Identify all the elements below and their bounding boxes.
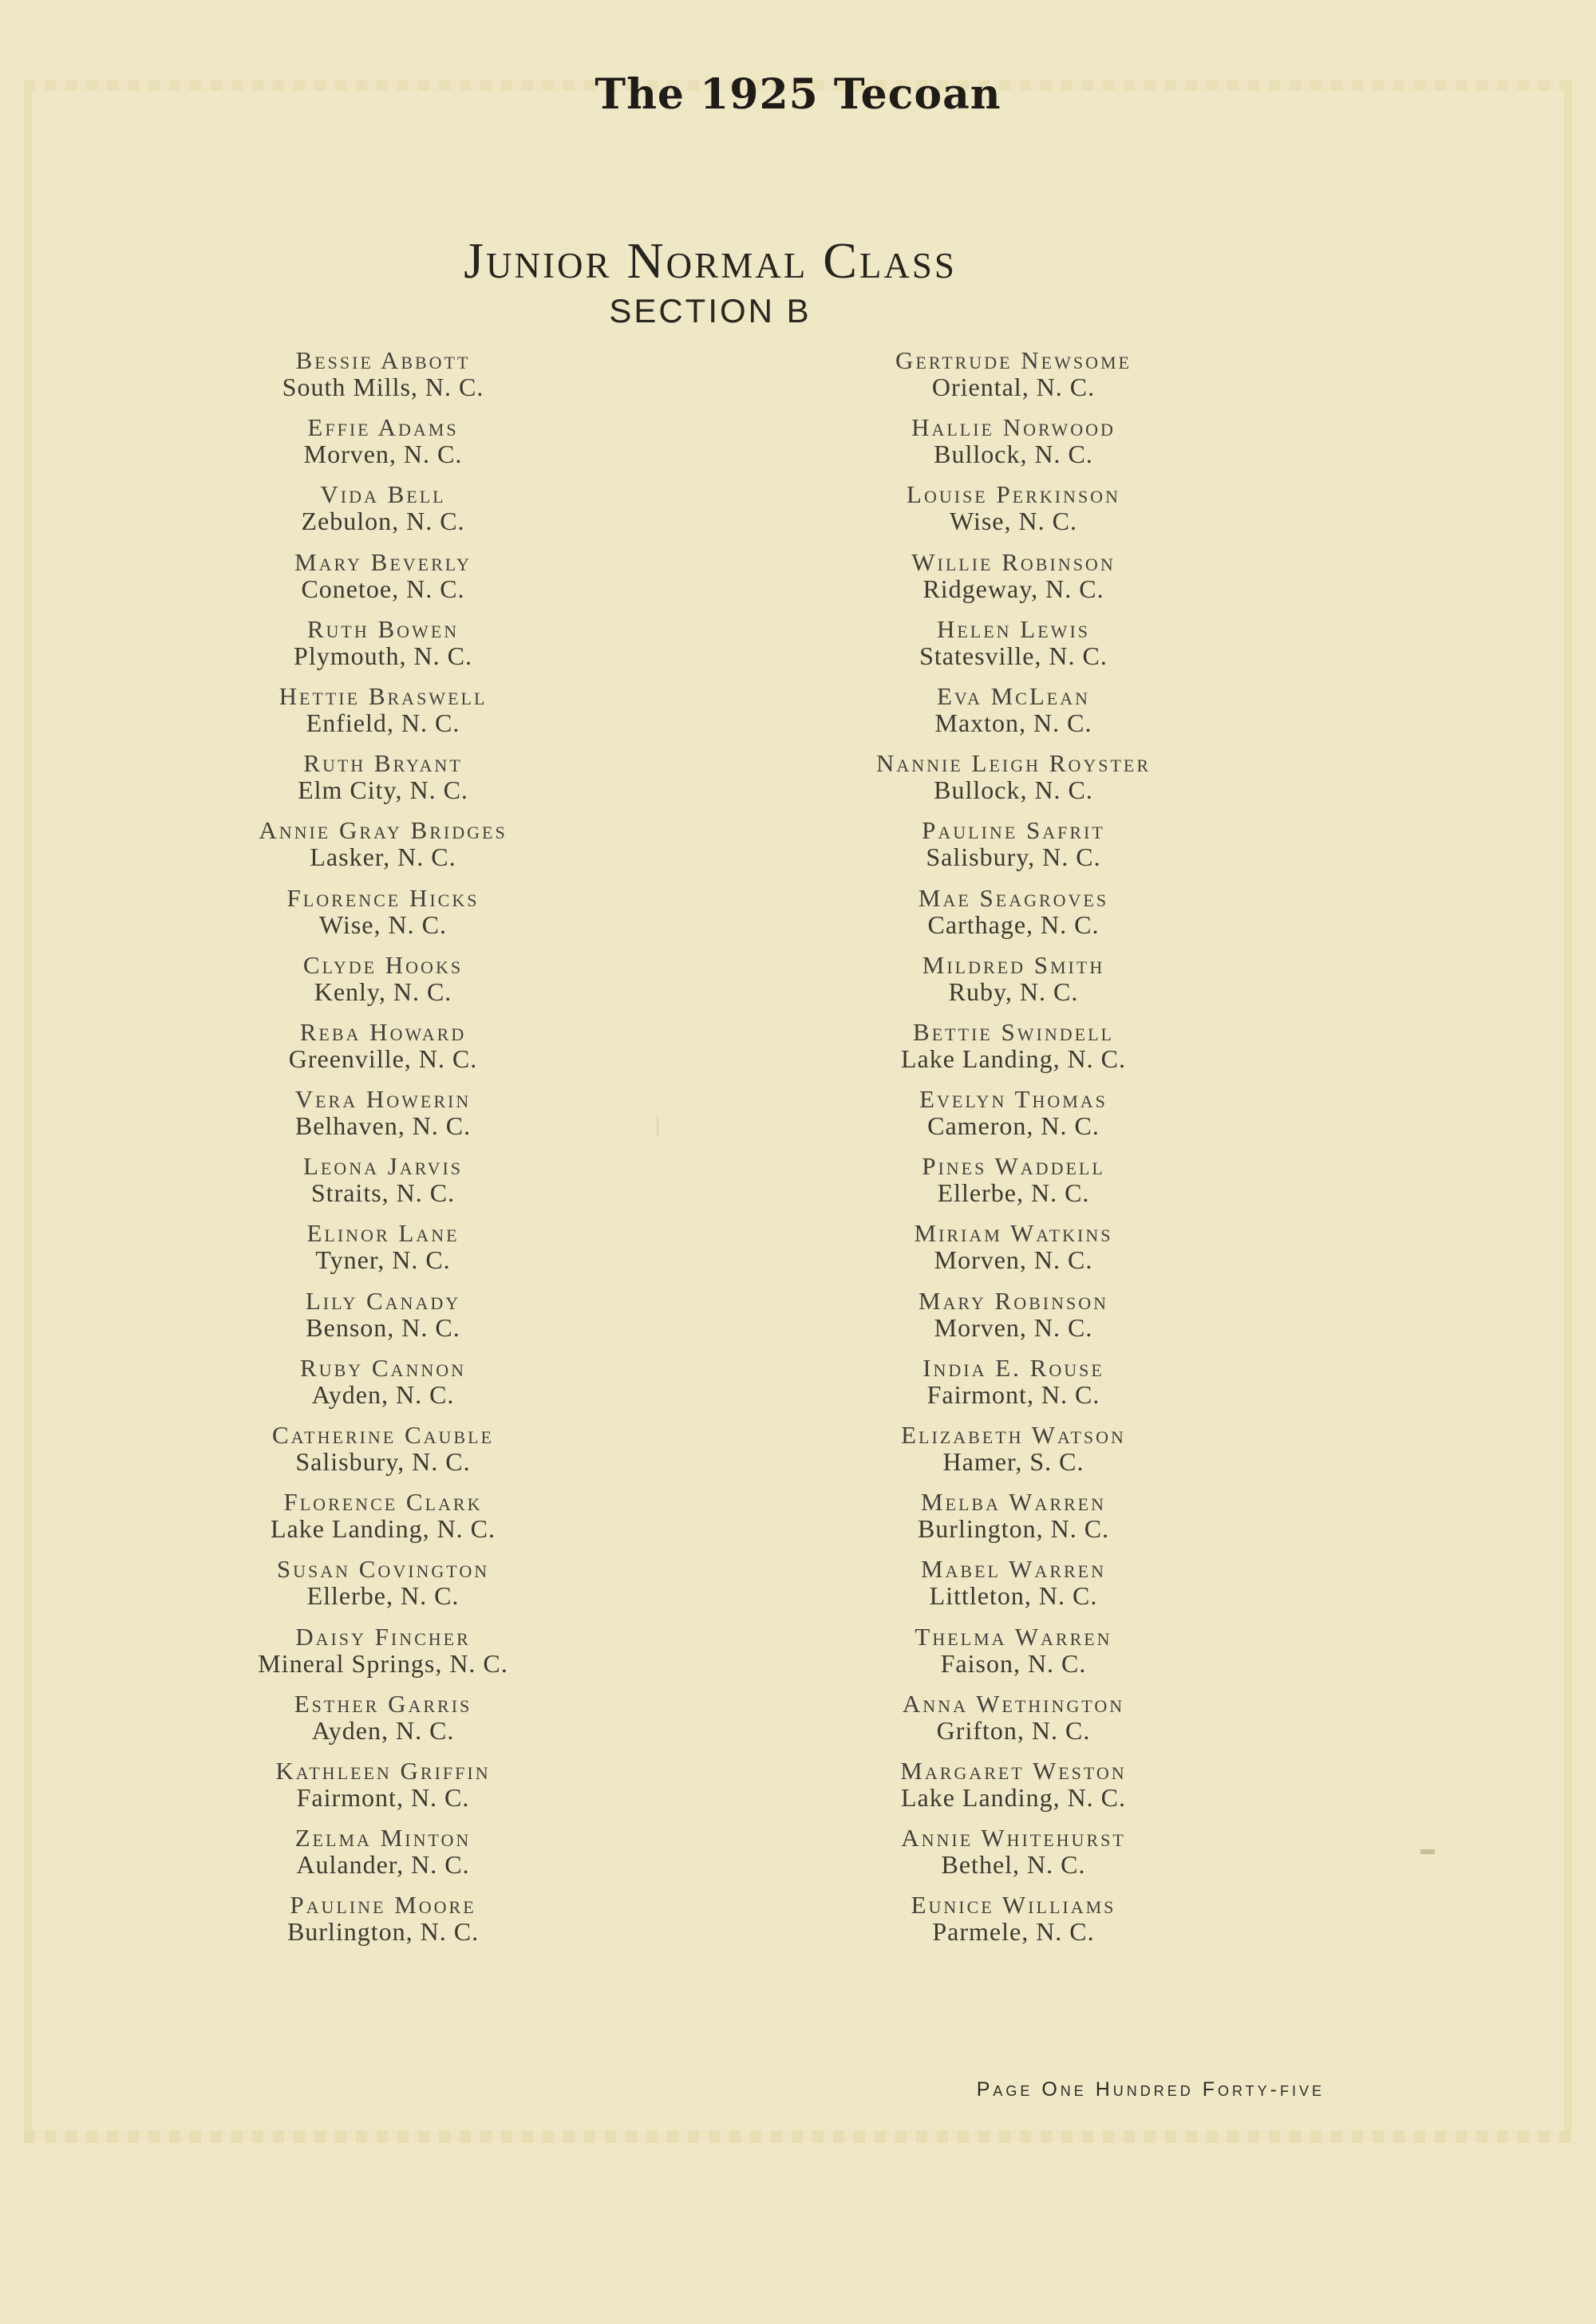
student-name: Zelma Minton [294,1824,472,1852]
student-hometown: Cameron, N. C. [927,1111,1100,1141]
student-name: Florence Hicks [286,883,480,912]
student-name: Annie Whitehurst [901,1824,1126,1852]
student-hometown: Mineral Springs, N. C. [258,1648,508,1678]
student-entry [790,1892,1237,1959]
student-name: Vera Howerin [294,1085,472,1114]
student-hometown: South Mills, N. C. [282,373,484,401]
student-name: Evelyn Thomas [919,1085,1108,1114]
student-hometown: Morven, N. C. [934,1312,1093,1342]
student-entry [790,1154,1237,1221]
section-subtitle: SECTION B [609,292,812,329]
student-hometown: Lake Landing, N. C. [900,1782,1127,1812]
student-entry [790,1825,1237,1892]
student-entry [790,348,1237,415]
decorative-right-border [1564,80,1572,2143]
student-entry [790,883,1237,953]
student-name: Pines Waddell [922,1152,1105,1181]
student-hometown: Maxton, N. C. [934,708,1092,737]
student-entry [790,482,1237,549]
student-name: Miriam Watkins [914,1219,1113,1248]
student-entry [160,1892,606,1959]
student-name: Gertrude Newsome [895,346,1132,374]
student-hometown: Ellerbe, N. C. [306,1581,460,1611]
student-entry [790,681,1237,751]
student-hometown: Ruby, N. C. [948,977,1079,1006]
student-hometown: Kenly, N. C. [314,977,452,1006]
student-name: Lily Canady [305,1286,461,1315]
student-name: Susan Covington [276,1555,490,1584]
student-entry [160,1825,606,1892]
column-divider-mark [657,1117,658,1136]
student-entry [160,1221,606,1288]
student-hometown: Parmele, N. C. [932,1917,1095,1947]
student-entry [160,1017,606,1087]
student-hometown: Ridgeway, N. C. [922,574,1104,603]
student-name: Reba Howard [299,1017,467,1046]
student-name: Elizabeth Watson [901,1421,1126,1449]
student-name: Ruby Cannon [300,1353,466,1382]
student-name: Willie Robinson [911,547,1116,576]
student-hometown: Burlington, N. C. [917,1514,1110,1544]
left-roster-column [160,348,606,1960]
student-name: Annie Gray Bridges [259,816,508,845]
student-name: Eva McLean [936,681,1090,710]
student-hometown: Conetoe, N. C. [301,574,465,603]
student-hometown: Fairmont, N. C. [926,1379,1100,1409]
student-hometown: Littleton, N. C. [929,1581,1098,1611]
student-hometown: Plymouth, N. C. [294,641,472,670]
decorative-left-border [24,80,32,2143]
student-name: Nannie Leigh Royster [875,749,1152,778]
decorative-bottom-border [24,2130,1572,2143]
student-hometown: Hamer, S. C. [942,1447,1084,1476]
student-entry [160,751,606,818]
student-name: Daisy Fincher [295,1622,471,1651]
page-number: Page One Hundred Forty-five [976,2078,1325,2101]
student-entry [790,1557,1237,1624]
student-name: Vida Bell [320,480,446,509]
student-name: India E. Rouse [922,1353,1104,1382]
student-hometown: Ellerbe, N. C. [937,1178,1090,1208]
student-entry [790,1221,1237,1288]
student-hometown: Bethel, N. C. [941,1850,1086,1880]
student-entry [790,1489,1237,1557]
student-entry [160,1154,606,1221]
student-hometown: Aulander, N. C. [296,1850,470,1880]
student-hometown: Salisbury, N. C. [926,842,1101,872]
student-name: Mabel Warren [920,1555,1106,1584]
student-hometown: Bullock, N. C. [934,440,1093,469]
student-name: Pauline Moore [290,1891,476,1920]
student-entry [160,1557,606,1624]
student-hometown: Fairmont, N. C. [296,1782,470,1812]
student-name: Effie Adams [307,413,459,442]
student-entry [790,818,1237,885]
student-hometown: Bullock, N. C. [934,775,1093,805]
student-entry [160,1489,606,1557]
student-entry [160,1758,606,1825]
student-hometown: Lake Landing, N. C. [270,1514,496,1544]
student-hometown: Morven, N. C. [934,1245,1093,1275]
student-entry [160,547,606,617]
student-entry [160,415,606,482]
student-hometown: Belhaven, N. C. [294,1111,472,1141]
student-hometown: Salisbury, N. C. [295,1447,471,1476]
student-entry [160,818,606,885]
student-entry [790,1691,1237,1758]
student-entry [160,950,606,1020]
student-entry [160,1355,606,1422]
student-entry [160,883,606,953]
student-name: Bessie Abbott [295,346,471,374]
student-name: Leona Jarvis [302,1152,464,1181]
student-hometown: Faison, N. C. [940,1648,1087,1678]
student-name: Ruth Bowen [306,614,460,643]
student-entry [160,1422,606,1489]
student-name: Catherine Cauble [272,1421,494,1449]
student-hometown: Lasker, N. C. [310,842,456,872]
student-entry [160,681,606,751]
student-name: Eunice Williams [911,1891,1116,1920]
student-name: Bettie Swindell [913,1017,1114,1046]
student-entry [160,614,606,684]
student-entry [790,415,1237,482]
student-hometown: Statesville, N. C. [919,641,1108,670]
yearbook-header: The 1925 Tecoan [595,70,1001,119]
student-hometown: Elm City, N. C. [298,775,468,805]
student-entry [160,1288,606,1355]
student-hometown: Burlington, N. C. [286,1917,480,1947]
student-entry [790,1624,1237,1691]
student-entry [790,950,1237,1020]
student-entry [160,348,606,415]
student-hometown: Wise, N. C. [319,909,447,939]
student-entry [790,1087,1237,1154]
student-entry [160,1087,606,1154]
right-roster-column [790,348,1237,1960]
student-hometown: Benson, N. C. [306,1312,460,1342]
student-entry [790,1288,1237,1355]
student-name: Esther Garris [294,1689,472,1718]
student-hometown: Wise, N. C. [950,507,1077,536]
student-name: Kathleen Griffin [275,1756,491,1785]
student-entry [790,1422,1237,1489]
student-name: Mildred Smith [922,950,1105,979]
student-entry [160,1691,606,1758]
student-name: Louise Perkinson [907,480,1120,509]
student-name: Mary Beverly [294,547,472,576]
page-title: Junior Normal Class [464,232,957,289]
student-hometown: Oriental, N. C. [931,373,1096,401]
student-name: Margaret Weston [900,1756,1127,1785]
student-name: Elinor Lane [306,1219,460,1248]
student-name: Thelma Warren [915,1622,1112,1651]
student-name: Pauline Safrit [922,816,1105,845]
student-hometown: Tyner, N. C. [315,1245,451,1275]
student-entry [790,547,1237,617]
student-hometown: Morven, N. C. [303,440,463,469]
student-name: Ruth Bryant [303,749,463,778]
student-name: Helen Lewis [936,614,1091,643]
student-hometown: Ayden, N. C. [311,1715,455,1745]
student-name: Florence Clark [283,1488,483,1517]
student-name: Hallie Norwood [911,413,1116,442]
student-name: Anna Wethington [902,1689,1125,1718]
student-hometown: Ayden, N. C. [311,1379,455,1409]
student-hometown: Carthage, N. C. [927,909,1100,939]
student-entry [790,1355,1237,1422]
student-hometown: Grifton, N. C. [936,1715,1091,1745]
student-entry [790,614,1237,684]
student-hometown: Lake Landing, N. C. [900,1044,1127,1073]
student-entry [160,1624,606,1691]
student-name: Mae Seagroves [918,883,1109,912]
student-name: Clyde Hooks [302,950,464,979]
student-hometown: Greenville, N. C. [288,1044,478,1073]
student-entry [160,482,606,549]
student-hometown: Zebulon, N. C. [301,507,465,536]
student-name: Mary Robinson [918,1286,1108,1315]
student-name: Hettie Braswell [279,681,488,710]
student-entry [790,1758,1237,1825]
student-entry [790,1017,1237,1087]
student-hometown: Enfield, N. C. [306,708,460,737]
student-entry [790,751,1237,818]
page-edge-mark [1420,1849,1435,1854]
student-name: Melba Warren [920,1488,1106,1517]
student-hometown: Straits, N. C. [310,1178,456,1208]
